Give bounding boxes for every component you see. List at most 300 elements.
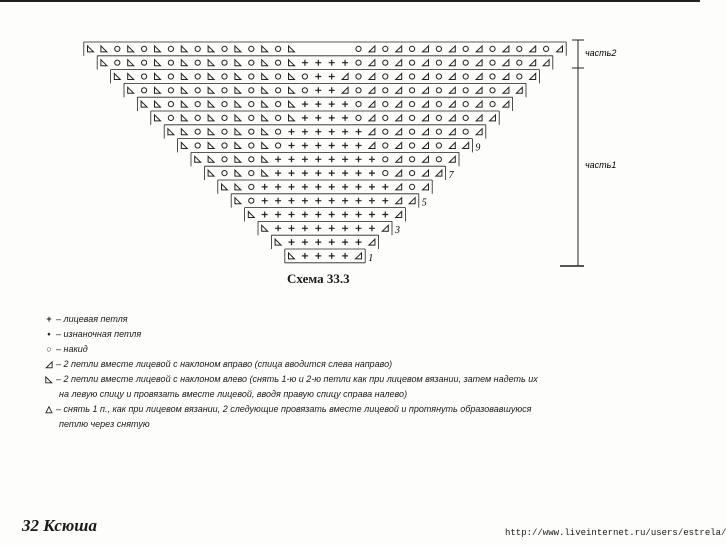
yarn-over-mark xyxy=(436,102,441,107)
decrease-mark xyxy=(101,46,107,52)
knit-mark xyxy=(356,212,362,218)
yarn-over-mark xyxy=(222,60,227,65)
triangle-right-icon: ◿ xyxy=(45,359,53,369)
knit-mark xyxy=(315,60,321,66)
page-number: 32 xyxy=(22,516,39,535)
decrease-mark xyxy=(275,239,281,245)
knit-mark xyxy=(315,198,321,204)
yarn-over-mark xyxy=(249,157,254,162)
knit-mark xyxy=(369,156,375,162)
decrease-mark xyxy=(369,87,375,93)
knit-mark xyxy=(356,156,362,162)
legend xyxy=(42,312,682,432)
knit-mark xyxy=(315,212,321,218)
yarn-over-mark xyxy=(436,88,441,93)
knit-mark xyxy=(342,239,348,245)
yarn-over-mark xyxy=(356,115,361,120)
knit-mark xyxy=(329,156,335,162)
yarn-over-mark xyxy=(356,74,361,79)
yarn-over-mark xyxy=(463,60,468,65)
yarn-over-mark xyxy=(222,102,227,107)
knit-mark xyxy=(275,156,281,162)
yarn-over-mark xyxy=(195,102,200,107)
yarn-over-mark xyxy=(249,102,254,107)
decrease-mark xyxy=(530,74,536,80)
decrease-mark xyxy=(396,143,402,149)
yarn-over-mark xyxy=(142,60,147,65)
row-number: 1 xyxy=(368,252,374,264)
decrease-mark xyxy=(289,115,295,121)
row-number: 9 xyxy=(475,142,481,154)
knit-mark xyxy=(356,129,362,135)
decrease-mark xyxy=(516,87,522,93)
knit-mark xyxy=(342,184,348,190)
yarn-over-mark xyxy=(222,143,227,148)
decrease-mark xyxy=(396,46,402,52)
decrease-mark xyxy=(396,170,402,176)
decrease-mark xyxy=(369,143,375,149)
knit-mark xyxy=(369,225,375,231)
decrease-mark xyxy=(423,115,429,121)
knit-mark xyxy=(302,253,308,259)
knit-mark xyxy=(356,170,362,176)
knit-mark xyxy=(262,184,268,190)
yarn-over-mark xyxy=(356,46,361,51)
decrease-mark xyxy=(396,101,402,107)
yarn-over-mark xyxy=(168,88,173,93)
yarn-over-mark xyxy=(249,115,254,120)
yarn-over-mark xyxy=(410,74,415,79)
yarn-over-mark xyxy=(249,129,254,134)
yarn-over-mark xyxy=(302,88,307,93)
decrease-mark xyxy=(195,156,201,162)
knit-mark xyxy=(262,198,268,204)
decrease-mark xyxy=(476,87,482,93)
knit-mark xyxy=(289,239,295,245)
decrease-mark xyxy=(289,253,295,259)
decrease-mark xyxy=(503,101,509,107)
knit-mark xyxy=(315,156,321,162)
decrease-mark xyxy=(235,143,241,149)
yarn-over-mark xyxy=(383,102,388,107)
knit-mark xyxy=(289,184,295,190)
legend-row xyxy=(42,342,682,357)
yarn-over-mark xyxy=(436,74,441,79)
knit-mark xyxy=(329,143,335,149)
decrease-mark xyxy=(208,46,214,52)
yarn-over-mark xyxy=(383,157,388,162)
decrease-mark xyxy=(235,87,241,93)
knit-mark xyxy=(342,143,348,149)
decrease-mark xyxy=(369,46,375,52)
knit-mark xyxy=(369,198,375,204)
yarn-over-mark xyxy=(249,60,254,65)
decrease-mark xyxy=(423,101,429,107)
knit-mark xyxy=(356,198,362,204)
part2-label: часть2 xyxy=(585,48,617,58)
plus-icon: + xyxy=(46,314,52,324)
decrease-mark xyxy=(208,156,214,162)
decrease-mark xyxy=(423,184,429,190)
decrease-mark xyxy=(235,129,241,135)
decrease-mark xyxy=(396,87,402,93)
yarn-over-mark xyxy=(222,46,227,51)
decrease-mark xyxy=(382,225,388,231)
decrease-mark xyxy=(262,101,268,107)
yarn-over-mark xyxy=(436,129,441,134)
knit-mark xyxy=(329,184,335,190)
yarn-over-mark xyxy=(276,60,281,65)
yarn-over-mark xyxy=(463,74,468,79)
decrease-mark xyxy=(369,129,375,135)
decrease-mark xyxy=(155,60,161,66)
yarn-over-mark xyxy=(142,74,147,79)
yarn-over-mark xyxy=(276,102,281,107)
knit-mark xyxy=(289,156,295,162)
decrease-mark xyxy=(342,87,348,93)
decrease-mark xyxy=(356,253,362,259)
decrease-mark xyxy=(208,115,214,121)
decrease-mark xyxy=(476,60,482,66)
decrease-mark xyxy=(490,115,496,121)
knit-mark xyxy=(356,184,362,190)
yarn-over-mark xyxy=(383,46,388,51)
part1-label: часть1 xyxy=(585,160,617,170)
knit-mark xyxy=(289,143,295,149)
yarn-over-mark xyxy=(490,60,495,65)
decrease-mark xyxy=(409,198,415,204)
legend-text: – снять 1 п., как при лицевом вязании, 2 следующие провязать вместе лицевой и протянуть образовавшуюся xyxy=(56,404,532,414)
yarn-over-mark xyxy=(222,129,227,134)
yarn-over-mark xyxy=(436,115,441,120)
legend-text-continuation: петлю через снятую xyxy=(59,419,150,429)
knit-mark xyxy=(342,101,348,107)
yarn-over-mark xyxy=(168,102,173,107)
decrease-mark xyxy=(423,143,429,149)
decrease-mark xyxy=(262,74,268,80)
decrease-mark xyxy=(543,60,549,66)
scheme-caption: Схема 33.3 xyxy=(287,271,350,286)
yarn-over-mark xyxy=(356,88,361,93)
decrease-mark xyxy=(235,101,241,107)
decrease-mark xyxy=(235,60,241,66)
yarn-over-mark xyxy=(195,88,200,93)
knit-mark xyxy=(289,170,295,176)
decrease-mark xyxy=(181,74,187,80)
knit-mark xyxy=(342,60,348,66)
yarn-over-mark xyxy=(383,88,388,93)
decrease-mark xyxy=(168,129,174,135)
knit-mark xyxy=(315,101,321,107)
legend-text: – лицевая петля xyxy=(56,314,128,324)
yarn-over-mark xyxy=(249,184,254,189)
yarn-over-mark xyxy=(463,88,468,93)
knit-mark xyxy=(289,198,295,204)
decrease-mark xyxy=(503,46,509,52)
decrease-mark xyxy=(262,60,268,66)
decrease-mark xyxy=(88,46,94,52)
knit-mark xyxy=(382,184,388,190)
decrease-mark xyxy=(262,170,268,176)
yarn-over-mark xyxy=(222,74,227,79)
knit-mark xyxy=(342,170,348,176)
decrease-mark xyxy=(208,87,214,93)
yarn-over-mark xyxy=(356,102,361,107)
yarn-over-mark xyxy=(410,129,415,134)
knit-mark xyxy=(342,212,348,218)
legend-row xyxy=(42,357,682,372)
decrease-mark xyxy=(181,60,187,66)
decrease-mark xyxy=(449,115,455,121)
knit-mark xyxy=(329,225,335,231)
circle-icon: ○ xyxy=(46,344,52,354)
decrease-mark xyxy=(262,87,268,93)
legend-text-continuation: на левую спицу и провязать вместе лицевой, вводя правую спицу справа налево) xyxy=(59,389,408,399)
yarn-over-mark xyxy=(436,60,441,65)
knit-mark xyxy=(315,253,321,259)
yarn-over-mark xyxy=(490,46,495,51)
yarn-over-mark xyxy=(410,88,415,93)
knit-mark xyxy=(329,60,335,66)
yarn-over-mark xyxy=(168,46,173,51)
yarn-over-mark xyxy=(517,46,522,51)
decrease-mark xyxy=(476,101,482,107)
yarn-over-mark xyxy=(115,60,120,65)
knit-mark xyxy=(342,253,348,259)
decrease-mark xyxy=(396,184,402,190)
knit-mark xyxy=(302,170,308,176)
decrease-mark xyxy=(208,143,214,149)
decrease-mark xyxy=(181,87,187,93)
decrease-mark xyxy=(181,101,187,107)
decrease-mark xyxy=(181,46,187,52)
row-number: 7 xyxy=(448,170,454,181)
yarn-over-mark xyxy=(249,88,254,93)
decrease-mark xyxy=(396,198,402,204)
yarn-over-mark xyxy=(195,129,200,134)
decrease-mark xyxy=(235,170,241,176)
knit-mark xyxy=(382,212,388,218)
yarn-over-mark xyxy=(195,74,200,79)
decrease-mark xyxy=(449,46,455,52)
yarn-over-mark xyxy=(410,184,415,189)
knit-mark xyxy=(329,101,335,107)
knit-mark xyxy=(302,60,308,66)
decrease-mark xyxy=(449,74,455,80)
decrease-mark xyxy=(128,87,134,93)
yarn-over-mark xyxy=(222,115,227,120)
decrease-mark xyxy=(155,46,161,52)
decrease-mark xyxy=(436,170,442,176)
yarn-over-mark xyxy=(544,46,549,51)
yarn-over-mark xyxy=(383,74,388,79)
decrease-mark xyxy=(423,87,429,93)
decrease-mark xyxy=(449,156,455,162)
knit-mark xyxy=(329,87,335,93)
yarn-over-mark xyxy=(410,143,415,148)
decrease-mark xyxy=(396,156,402,162)
yarn-over-mark xyxy=(490,102,495,107)
legend-row xyxy=(42,312,682,327)
decrease-mark xyxy=(289,60,295,66)
yarn-over-mark xyxy=(222,171,227,176)
yarn-over-mark xyxy=(517,60,522,65)
decrease-mark xyxy=(141,101,147,107)
decrease-mark xyxy=(476,115,482,121)
footer-brand xyxy=(22,516,97,536)
knit-mark xyxy=(315,170,321,176)
decrease-mark xyxy=(369,60,375,66)
yarn-over-mark xyxy=(383,115,388,120)
legend-text: – 2 петли вместе лицевой с наклоном вправо (спица вводится слева направо) xyxy=(56,359,393,369)
knit-mark xyxy=(315,143,321,149)
source-url: http://www.liveinternet.ru/users/estrela/ xyxy=(505,528,726,538)
decrease-mark xyxy=(262,115,268,121)
decrease-mark xyxy=(128,60,134,66)
decrease-mark xyxy=(235,184,241,190)
knit-mark xyxy=(302,143,308,149)
decrease-mark xyxy=(181,129,187,135)
knit-mark xyxy=(329,212,335,218)
decrease-mark xyxy=(262,156,268,162)
knit-mark xyxy=(302,212,308,218)
yarn-over-mark xyxy=(490,74,495,79)
knit-mark xyxy=(356,225,362,231)
yarn-over-mark xyxy=(356,60,361,65)
knit-mark xyxy=(275,225,281,231)
decrease-mark xyxy=(208,129,214,135)
row-number: 5 xyxy=(421,197,427,209)
yarn-over-mark xyxy=(463,46,468,51)
decrease-mark xyxy=(181,115,187,121)
decrease-mark xyxy=(289,101,295,107)
decrease-mark xyxy=(235,198,241,204)
decrease-mark xyxy=(155,115,161,121)
yarn-over-mark xyxy=(410,60,415,65)
yarn-over-mark xyxy=(249,198,254,203)
decrease-mark xyxy=(503,74,509,80)
yarn-over-mark xyxy=(436,157,441,162)
yarn-over-mark xyxy=(517,74,522,79)
knit-mark xyxy=(342,156,348,162)
yarn-over-mark xyxy=(410,171,415,176)
knit-mark xyxy=(329,115,335,121)
decrease-mark xyxy=(423,170,429,176)
yarn-over-mark xyxy=(383,60,388,65)
decrease-mark xyxy=(128,74,134,80)
knit-mark xyxy=(302,198,308,204)
decrease-mark xyxy=(369,115,375,121)
knit-mark xyxy=(302,239,308,245)
knit-mark xyxy=(302,225,308,231)
decrease-mark xyxy=(155,74,161,80)
knit-mark xyxy=(369,170,375,176)
knit-mark xyxy=(329,198,335,204)
knit-mark xyxy=(302,115,308,121)
decrease-mark xyxy=(530,60,536,66)
yarn-over-mark xyxy=(436,46,441,51)
yarn-over-mark xyxy=(276,143,281,148)
decrease-mark xyxy=(262,225,268,231)
decrease-mark xyxy=(396,74,402,80)
decrease-mark xyxy=(476,129,482,135)
decrease-mark xyxy=(530,46,536,52)
decrease-mark xyxy=(449,129,455,135)
knit-mark xyxy=(262,212,268,218)
knit-mark xyxy=(329,170,335,176)
yarn-over-mark xyxy=(490,88,495,93)
decrease-mark xyxy=(289,46,295,52)
knit-mark xyxy=(315,184,321,190)
decrease-mark xyxy=(369,101,375,107)
decrease-mark xyxy=(369,74,375,80)
knit-mark xyxy=(315,87,321,93)
yarn-over-mark xyxy=(276,46,281,51)
knit-mark xyxy=(302,156,308,162)
triangle-up-icon: △ xyxy=(45,404,53,414)
decrease-mark xyxy=(155,101,161,107)
yarn-over-mark xyxy=(463,115,468,120)
knit-mark xyxy=(342,115,348,121)
yarn-over-mark xyxy=(463,102,468,107)
knit-mark xyxy=(302,184,308,190)
yarn-over-mark xyxy=(115,46,120,51)
decrease-mark xyxy=(208,74,214,80)
decrease-mark xyxy=(155,87,161,93)
decrease-mark xyxy=(369,239,375,245)
decrease-mark xyxy=(449,101,455,107)
decrease-mark xyxy=(235,115,241,121)
decrease-mark xyxy=(222,184,228,190)
decrease-mark xyxy=(181,143,187,149)
decrease-mark xyxy=(476,46,482,52)
decrease-mark xyxy=(208,60,214,66)
yarn-over-mark xyxy=(142,46,147,51)
yarn-over-mark xyxy=(436,143,441,148)
decrease-mark xyxy=(449,60,455,66)
knit-mark xyxy=(289,129,295,135)
yarn-over-mark xyxy=(410,157,415,162)
knit-mark xyxy=(315,225,321,231)
decrease-mark xyxy=(128,46,134,52)
yarn-over-mark xyxy=(383,143,388,148)
magazine-title: Ксюша xyxy=(43,516,97,535)
legend-text: – 2 петли вместе лицевой с наклоном влево (снять 1-ю и 2-ю петли как при лицевом вязании, затем надеть их xyxy=(56,374,538,384)
knit-mark xyxy=(275,212,281,218)
decrease-mark xyxy=(235,74,241,80)
yarn-over-mark xyxy=(222,157,227,162)
yarn-over-mark xyxy=(195,60,200,65)
decrease-mark xyxy=(262,46,268,52)
dot-icon: • xyxy=(47,329,51,339)
knit-mark xyxy=(315,129,321,135)
decrease-mark xyxy=(503,60,509,66)
legend-row xyxy=(42,327,682,342)
knit-mark xyxy=(342,198,348,204)
yarn-over-mark xyxy=(195,115,200,120)
yarn-over-mark xyxy=(410,115,415,120)
knit-mark xyxy=(356,143,362,149)
legend-text: – изнаночная петля xyxy=(56,329,142,339)
knit-mark xyxy=(329,253,335,259)
decrease-mark xyxy=(289,87,295,93)
decrease-mark xyxy=(101,60,107,66)
yarn-over-mark xyxy=(142,88,147,93)
yarn-over-mark xyxy=(302,74,307,79)
legend-text: – накид xyxy=(56,344,88,354)
decrease-mark xyxy=(423,46,429,52)
knit-mark xyxy=(342,129,348,135)
